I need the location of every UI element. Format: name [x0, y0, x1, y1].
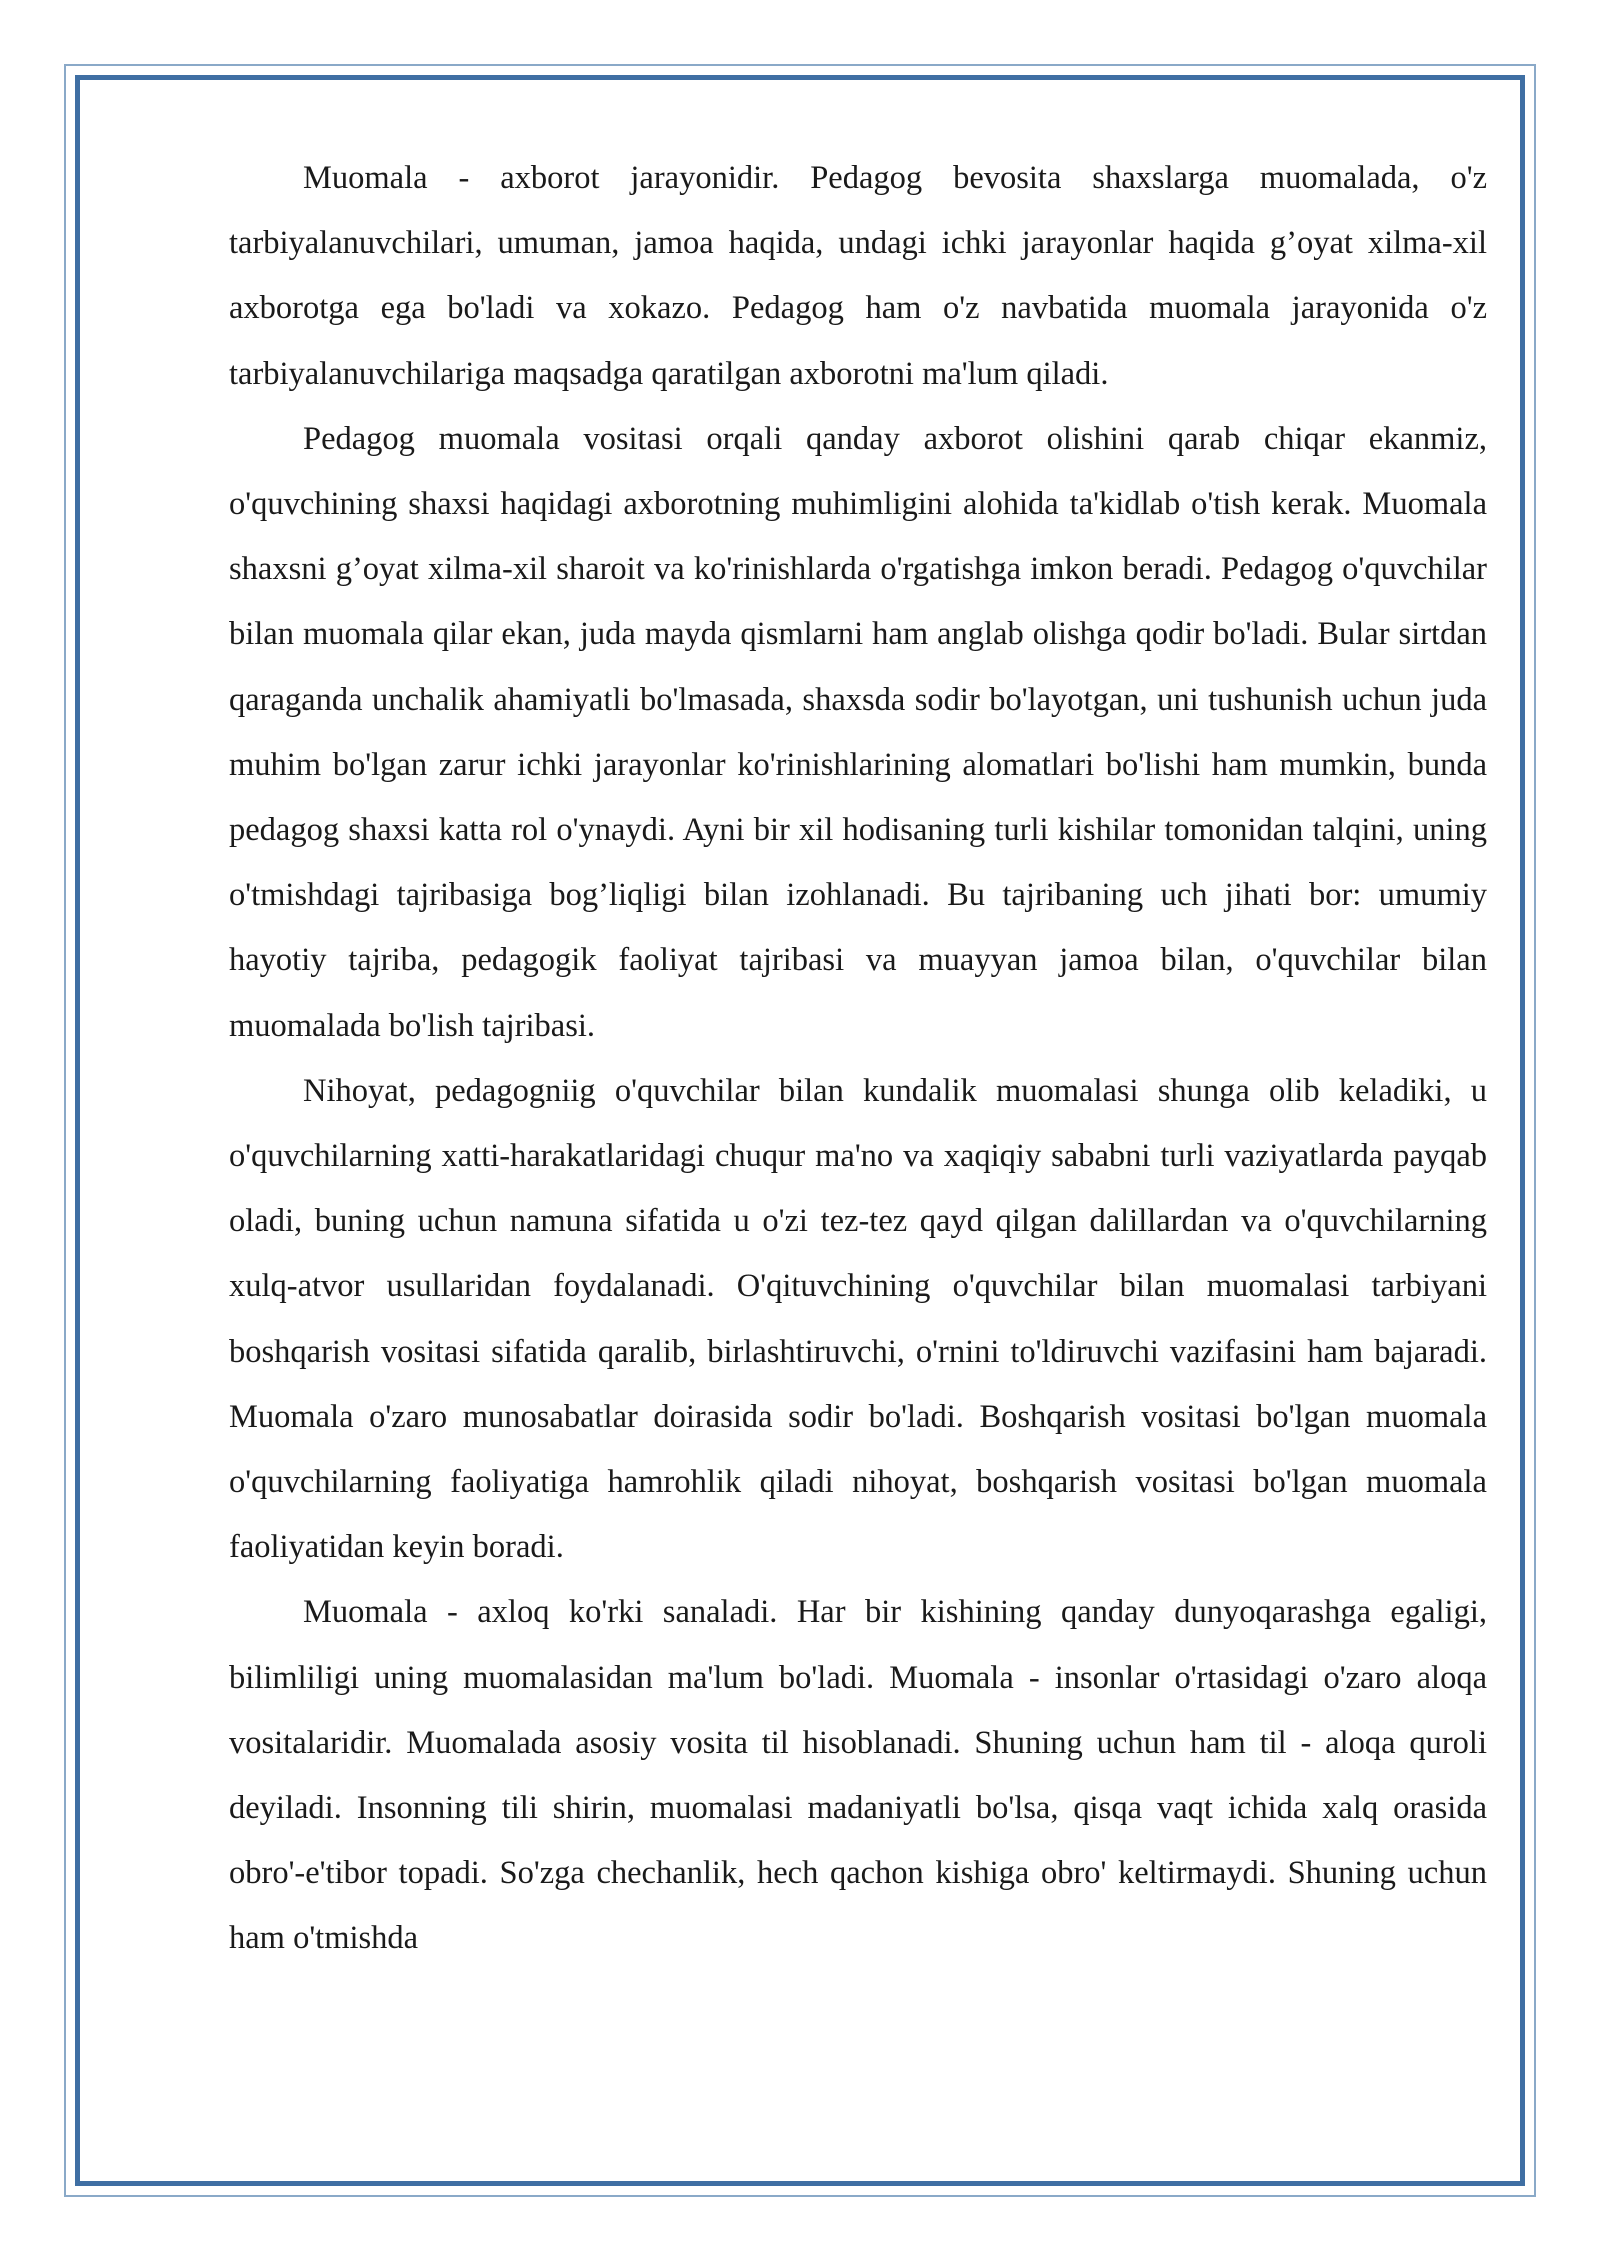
paragraph-2: Pedagog muomala vositasi orqali qanday axborot olishini qarab chiqar ekanmiz, o'quvchining shaxsi haqidagi axborotning muhimligini alohida ta'kidlab o'tish kerak. Muomala shaxsni g’oyat xilma-xil sharoit va ko'rinishlarda o'rgatishga imkon beradi. Pedagog o'quvchilar bilan muomala qilar ekan, juda mayda qismlarni ham anglab olishga qodir bo'ladi. Bular sirtdan qaraganda unchalik ahamiyatli bo'lmasada, shaxsda sodir bo'layotgan, uni tushunish uchun juda muhim bo'lgan zarur ichki jarayonlar ko'rinishlarining alomatlari bo'lishi ham mumkin, bunda pedagog shaxsi katta rol o'ynaydi. Ayni bir xil hodisaning turli kishilar tomonidan talqini, uning o'tmishdagi tajribasiga bog’liqligi bilan izohlanadi. Bu tajribaning uch jihati bor: umumiy hayotiy tajriba, pedagogik faoliyat tajribasi va muayyan jamoa bilan, o'quvchilar bilan muomalada bo'lish tajribasi.	[229, 420, 1487, 1044]
document-body	[229, 146, 1487, 1972]
paragraph-4: Muomala - axloq ko'rki sanaladi. Har bir kishining qanday dunyoqarashga egaligi, bilimliligi uning muomalasidan ma'lum bo'ladi. Muomala - insonlar o'rtasidagi o'zaro aloqa vositalaridir. Muomalada asosiy vosita til hisoblanadi. Shuning uchun ham til - aloqa quroli deyiladi. Insonning tili shirin, muomalasi madaniyatli bo'lsa, qisqa vaqt ichida xalq orasida obro'-e'tibor topadi. So'zga chechanlik, hech qachon kishiga obro' keltirmaydi. Shuning uchun ham o'tmishda	[229, 1594, 1487, 1957]
paragraph-3: Nihoyat, pedagogniig o'quvchilar bilan kundalik muomalasi shunga olib keladiki, u o'quvchilarning xatti-harakatlaridagi chuqur ma'no va xaqiqiy sababni turli vaziyatlarda payqab oladi, buning uchun namuna sifatida u o'zi tez-tez qayd qilgan dalillardan va o'quvchilarning xulq-atvor usullaridan foydalanadi. O'qituvchining o'quvchilar bilan muomalasi tarbiyani boshqarish vositasi sifatida qaralib, birlashtiruvchi, o'rnini to'ldiruvchi vazifasini ham bajaradi. Muomala o'zaro munosabatlar doirasida sodir bo'ladi. Boshqarish vositasi bo'lgan muomala o'quvchilarning faoliyatiga hamrohlik qiladi nihoyat, boshqarish vositasi bo'lgan muomala faoliyatidan keyin boradi.	[229, 1072, 1487, 1566]
paragraph-1: Muomala - axborot jarayonidir. Pedagog bevosita shaxslarga muomalada, o'z tarbiyalanuvchilari, umuman, jamoa haqida, undagi ichki jarayonlar haqida g’oyat xilma-xil axborotga ega bo'ladi va xokazo. Pedagog ham o'z navbatida muomala jarayonida o'z tarbiyalanuvchilariga maqsadga qaratilgan axborotni ma'lum qiladi.	[229, 160, 1487, 392]
